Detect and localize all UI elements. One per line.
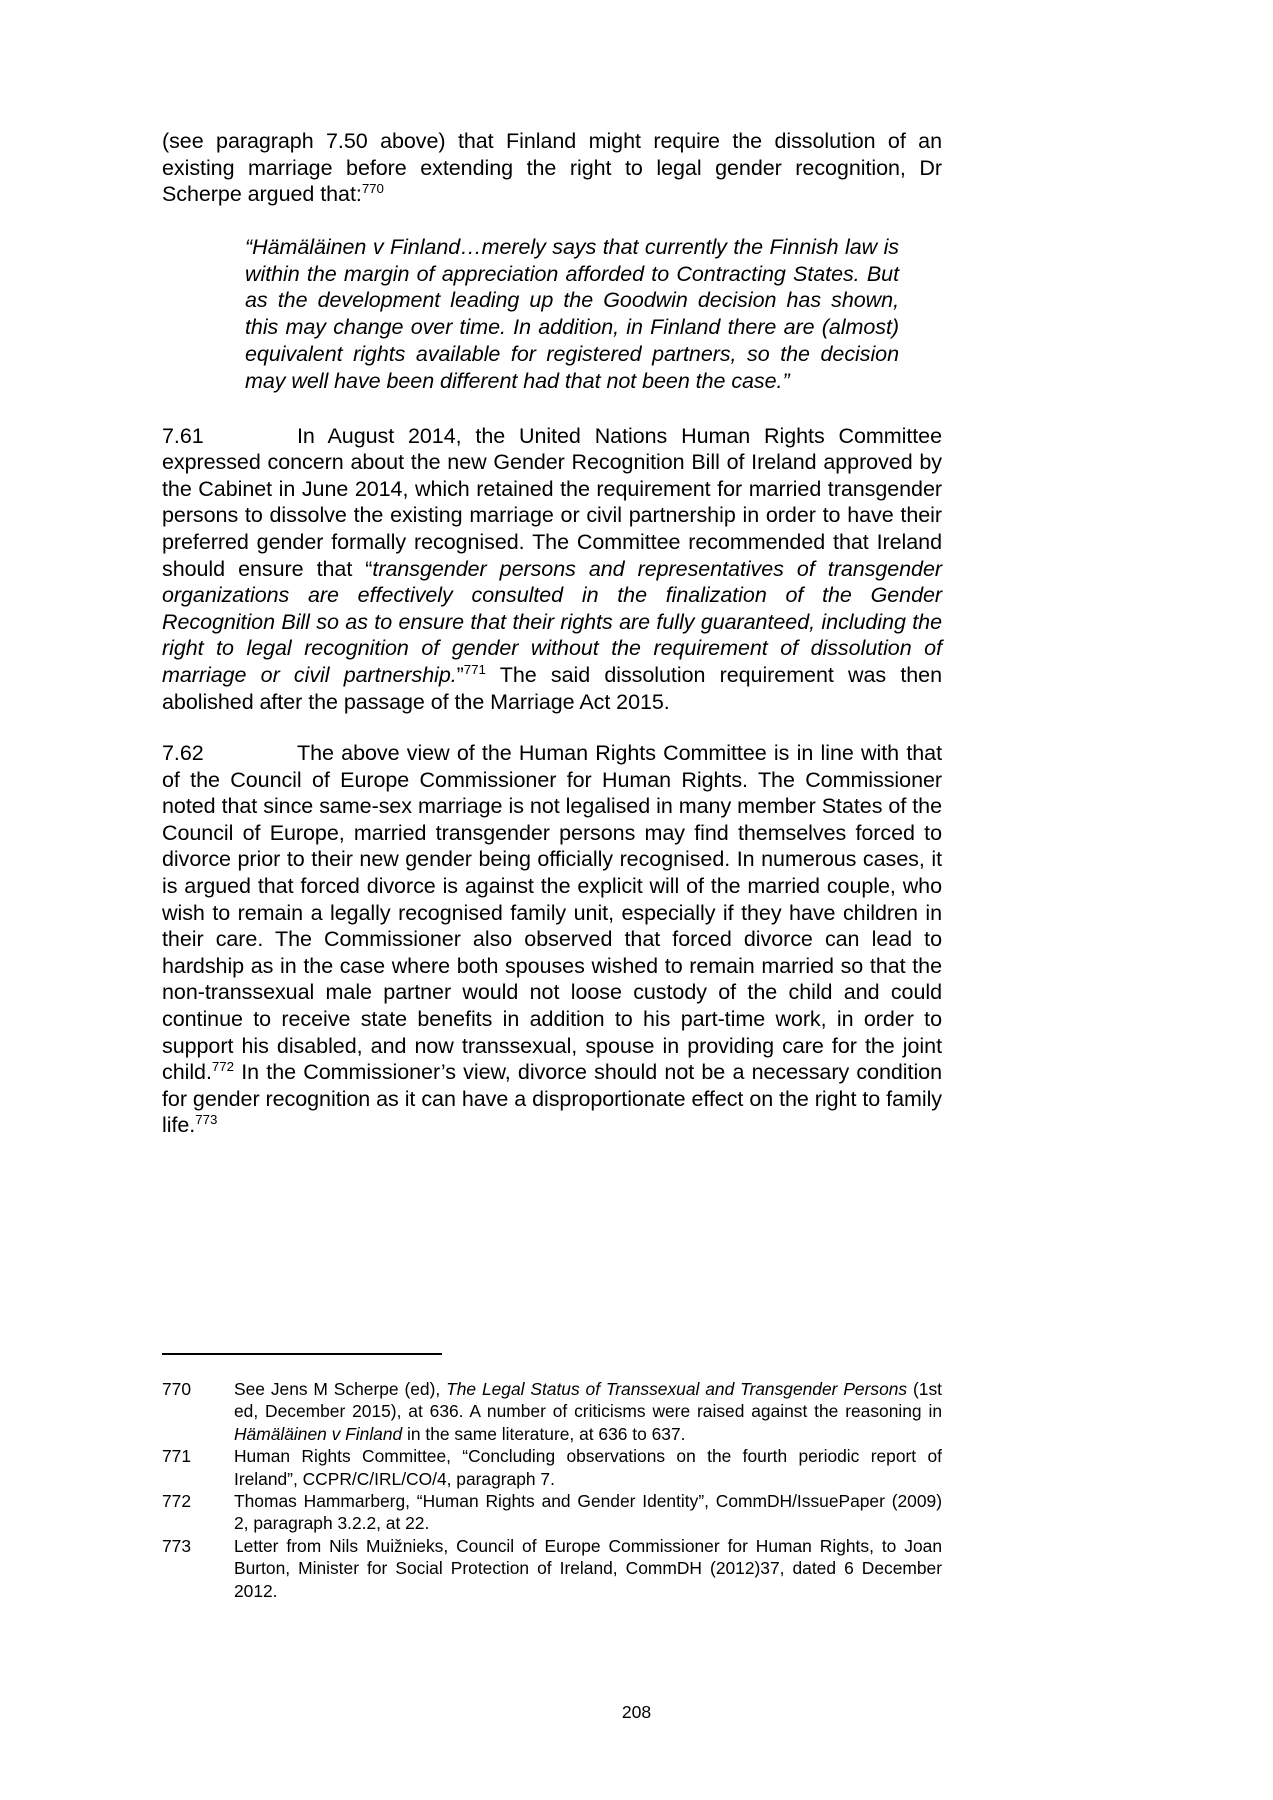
footnote-segment: in the same literature, at 636 to 637.	[402, 1423, 686, 1444]
paragraph-7-61-text-part1: In August 2014, the United Nations Human Rights Committee expressed concern about the new Gender Recognition Bill of Ireland approved by the Cabinet in June 2014, which retained the requirement for married transgender persons to dissolve the existing marriage or civil partnership in order to have their preferred gender formally recognised. The Committee recommended that Ireland should ensure that “	[162, 423, 942, 581]
footnote-number: 772	[162, 1491, 192, 1512]
footnote-ref-770[interactable]: 770	[361, 181, 384, 197]
footnote-separator-rule	[162, 1353, 442, 1355]
footnote-segment: See Jens M Scherpe (ed),	[234, 1379, 447, 1399]
footnote-number: 771	[162, 1446, 192, 1467]
paragraph-7-62-text-part1: The above view of the Human Rights Committee is in line with that of the Council of Europe Commissioner for Human Rights. The Commissioner noted that since same-sex marriage is not legalised in many member States of the Council of Europe, married transgender persons may find themselves forced to divorce prior to their new gender being officially recognised. In numerous cases, it is argued that forced divorce is against the explicit will of the married couple, who wish to remain a legally recognised family unit, especially if they have children in their care. The Commissioner also observed that forced divorce can lead to hardship as in the case where both spouses wished to remain married so that the non-transsexual male partner would not loose custody of the child and could continue to receive state benefits in addition to his part-time work, in order to support his disabled, and now transsexual, spouse in providing care for the joint child.	[162, 741, 942, 1085]
footnotes-section	[162, 1378, 942, 1602]
paragraph-7-61-quoted-text: transgender persons and representatives of transgender organizations are effectively consulted in the finalization of the Gender Recognition Bill so as to ensure that their rights are fully guaranteed, including the right to legal recognition of gender without the requirement of dissolution of marriage or civil partnership.	[162, 556, 942, 687]
footnote-text: Human Rights Committee, “Concluding observations on the fourth periodic report of Ireland”, CCPR/C/IRL/CO/4, paragraph 7.	[234, 1446, 942, 1489]
paragraph-7-61-text-part2: The said dissolution requirement was then abolished after the passage of the Marriage Act 2015.	[162, 662, 942, 714]
footnote-number: 770	[162, 1379, 192, 1399]
paragraph-number-7-61: 7.61	[162, 423, 204, 448]
blockquote-scherpe	[162, 234, 942, 395]
continued-paragraph	[162, 128, 942, 208]
footnote-ref-772[interactable]: 772	[211, 1059, 234, 1075]
continued-paragraph-text: (see paragraph 7.50 above) that Finland might require the dissolution of an existing marriage before extending the right to legal gender recognition, Dr Scherpe argued that:	[162, 129, 942, 207]
blockquote-text: “Hämäläinen v Finland…merely says that currently the Finnish law is within the margin of appreciation afforded to Contracting States. But as the development leading up the Goodwin decision has shown, this may change over time. In addition, in Finland there are (almost) equivalent rights available for registered partners, so the decision may well have been different had that not been the case.”	[245, 234, 899, 393]
footnote-item	[162, 1445, 942, 1490]
footnote-text	[234, 1378, 942, 1445]
page-number: 208	[621, 1702, 652, 1722]
paragraph-7-62-text-part2: In the Commissioner’s view, divorce should not be a necessary condition for gender recognition as it can have a disproportionate effect on the right to family life.	[162, 1060, 942, 1138]
footnote-segment-italic: The Legal Status of Transsexual and Transgender Persons	[446, 1379, 908, 1399]
footnote-text: Thomas Hammarberg, “Human Rights and Gender Identity”, CommDH/IssuePaper (2009) 2, paragraph 3.2.2, at 22.	[234, 1491, 942, 1534]
footnote-ref-773[interactable]: 773	[195, 1112, 218, 1128]
footnote-item	[162, 1490, 942, 1535]
footnote-number: 773	[162, 1535, 192, 1556]
footnote-item	[162, 1378, 942, 1445]
footnote-ref-771[interactable]: 771	[463, 661, 486, 677]
footnote-segment-italic: Hämäläinen v Finland	[234, 1423, 403, 1444]
paragraph-7-61-close-quote: ”	[456, 662, 464, 687]
paragraph-7-62	[162, 740, 942, 1139]
footnote-text: Letter from Nils Muižnieks, Council of Europe Commissioner for Human Rights, to Joan Burton, Minister for Social Protection of Ireland, CommDH (2012)37, dated 6 December 2012.	[234, 1535, 942, 1601]
paragraph-number-7-62: 7.62	[162, 741, 204, 766]
paragraph-7-61	[162, 423, 942, 716]
footnote-segment: (1st ed, December 2015), at 636. A number of criticisms were raised against the reasoning in	[234, 1379, 942, 1422]
footnote-item	[162, 1535, 942, 1602]
page-content	[162, 128, 942, 1139]
